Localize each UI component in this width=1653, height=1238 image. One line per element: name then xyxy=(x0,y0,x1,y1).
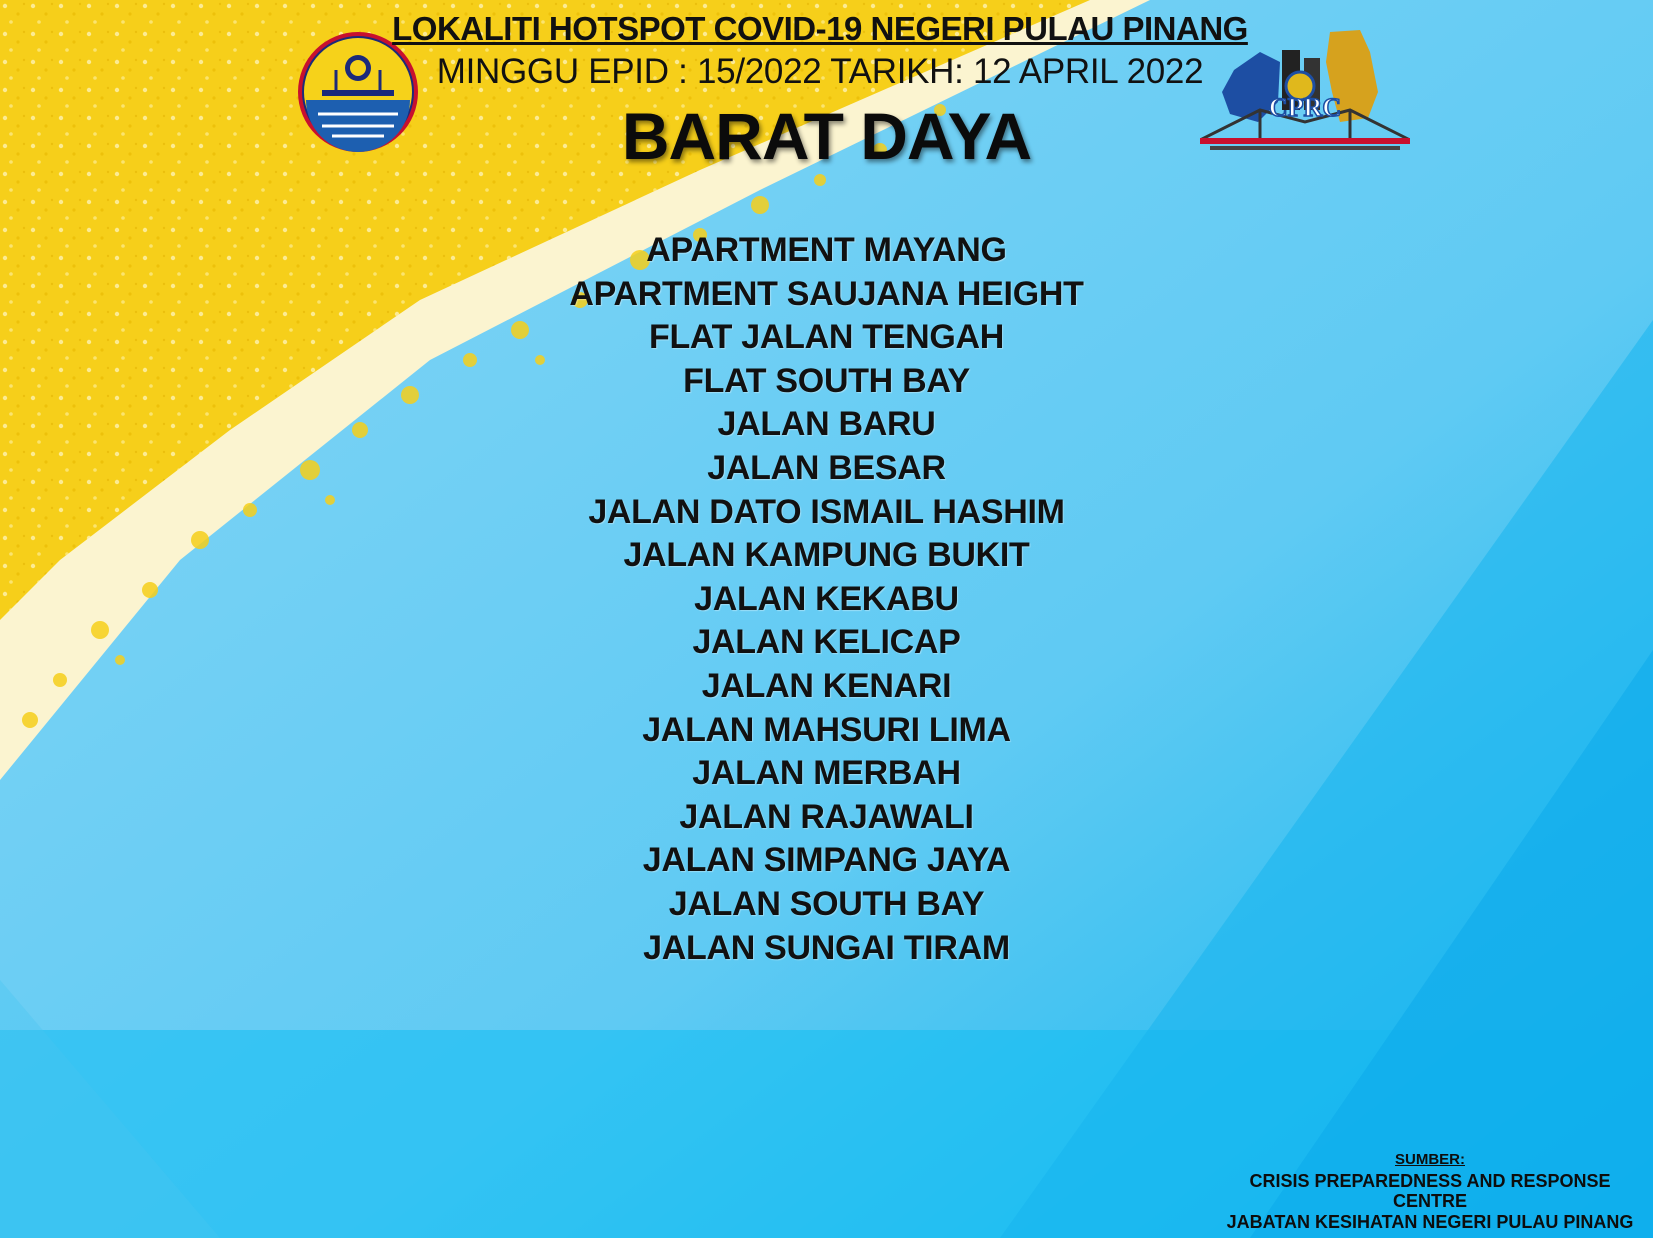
locality-item: JALAN SOUTH BAY xyxy=(668,884,985,923)
locality-item: JALAN MERBAH xyxy=(692,754,961,793)
locality-item: JALAN MAHSURI LIMA xyxy=(642,710,1011,749)
source-line-3: JABATAN KESIHATAN NEGERI PULAU PINANG xyxy=(1226,1211,1634,1232)
locality-item: JALAN BARU xyxy=(717,405,936,444)
locality-item: JALAN RAJAWALI xyxy=(679,797,974,836)
locality-item: JALAN BESAR xyxy=(707,448,946,487)
source-line-2: CENTRE xyxy=(1392,1191,1467,1211)
epid-week-date: MINGGU EPID : 15/2022 TARIKH: 12 APRIL 2022 xyxy=(436,52,1204,91)
locality-item: APARTMENT SAUJANA HEIGHT xyxy=(569,274,1084,313)
cprc-logo-text: CPRC xyxy=(1268,93,1342,122)
locality-item: APARTMENT MAYANG xyxy=(646,231,1007,269)
locality-item: JALAN KELICAP xyxy=(692,623,961,662)
locality-item: JALAN SUNGAI TIRAM xyxy=(643,928,1010,967)
source-label: SUMBER: xyxy=(1395,1151,1465,1168)
locality-list xyxy=(0,229,1653,970)
locality-item: JALAN KENARI xyxy=(701,666,952,705)
source-credit xyxy=(1210,1150,1650,1232)
locality-item: JALAN KAMPUNG BUKIT xyxy=(623,536,1030,575)
locality-item: JALAN KEKABU xyxy=(694,579,959,618)
locality-item: JALAN DATO ISMAIL HASHIM xyxy=(588,492,1065,531)
source-line-1: CRISIS PREPAREDNESS AND RESPONSE xyxy=(1249,1170,1611,1191)
locality-item: JALAN SIMPANG JAYA xyxy=(642,841,1011,880)
region-heading: BARAT DAYA xyxy=(621,99,1032,173)
locality-item: FLAT JALAN TENGAH xyxy=(648,318,1005,357)
page-title: LOKALITI HOTSPOT COVID-19 NEGERI PULAU PINANG xyxy=(392,10,1248,47)
locality-item: FLAT SOUTH BAY xyxy=(683,361,970,400)
